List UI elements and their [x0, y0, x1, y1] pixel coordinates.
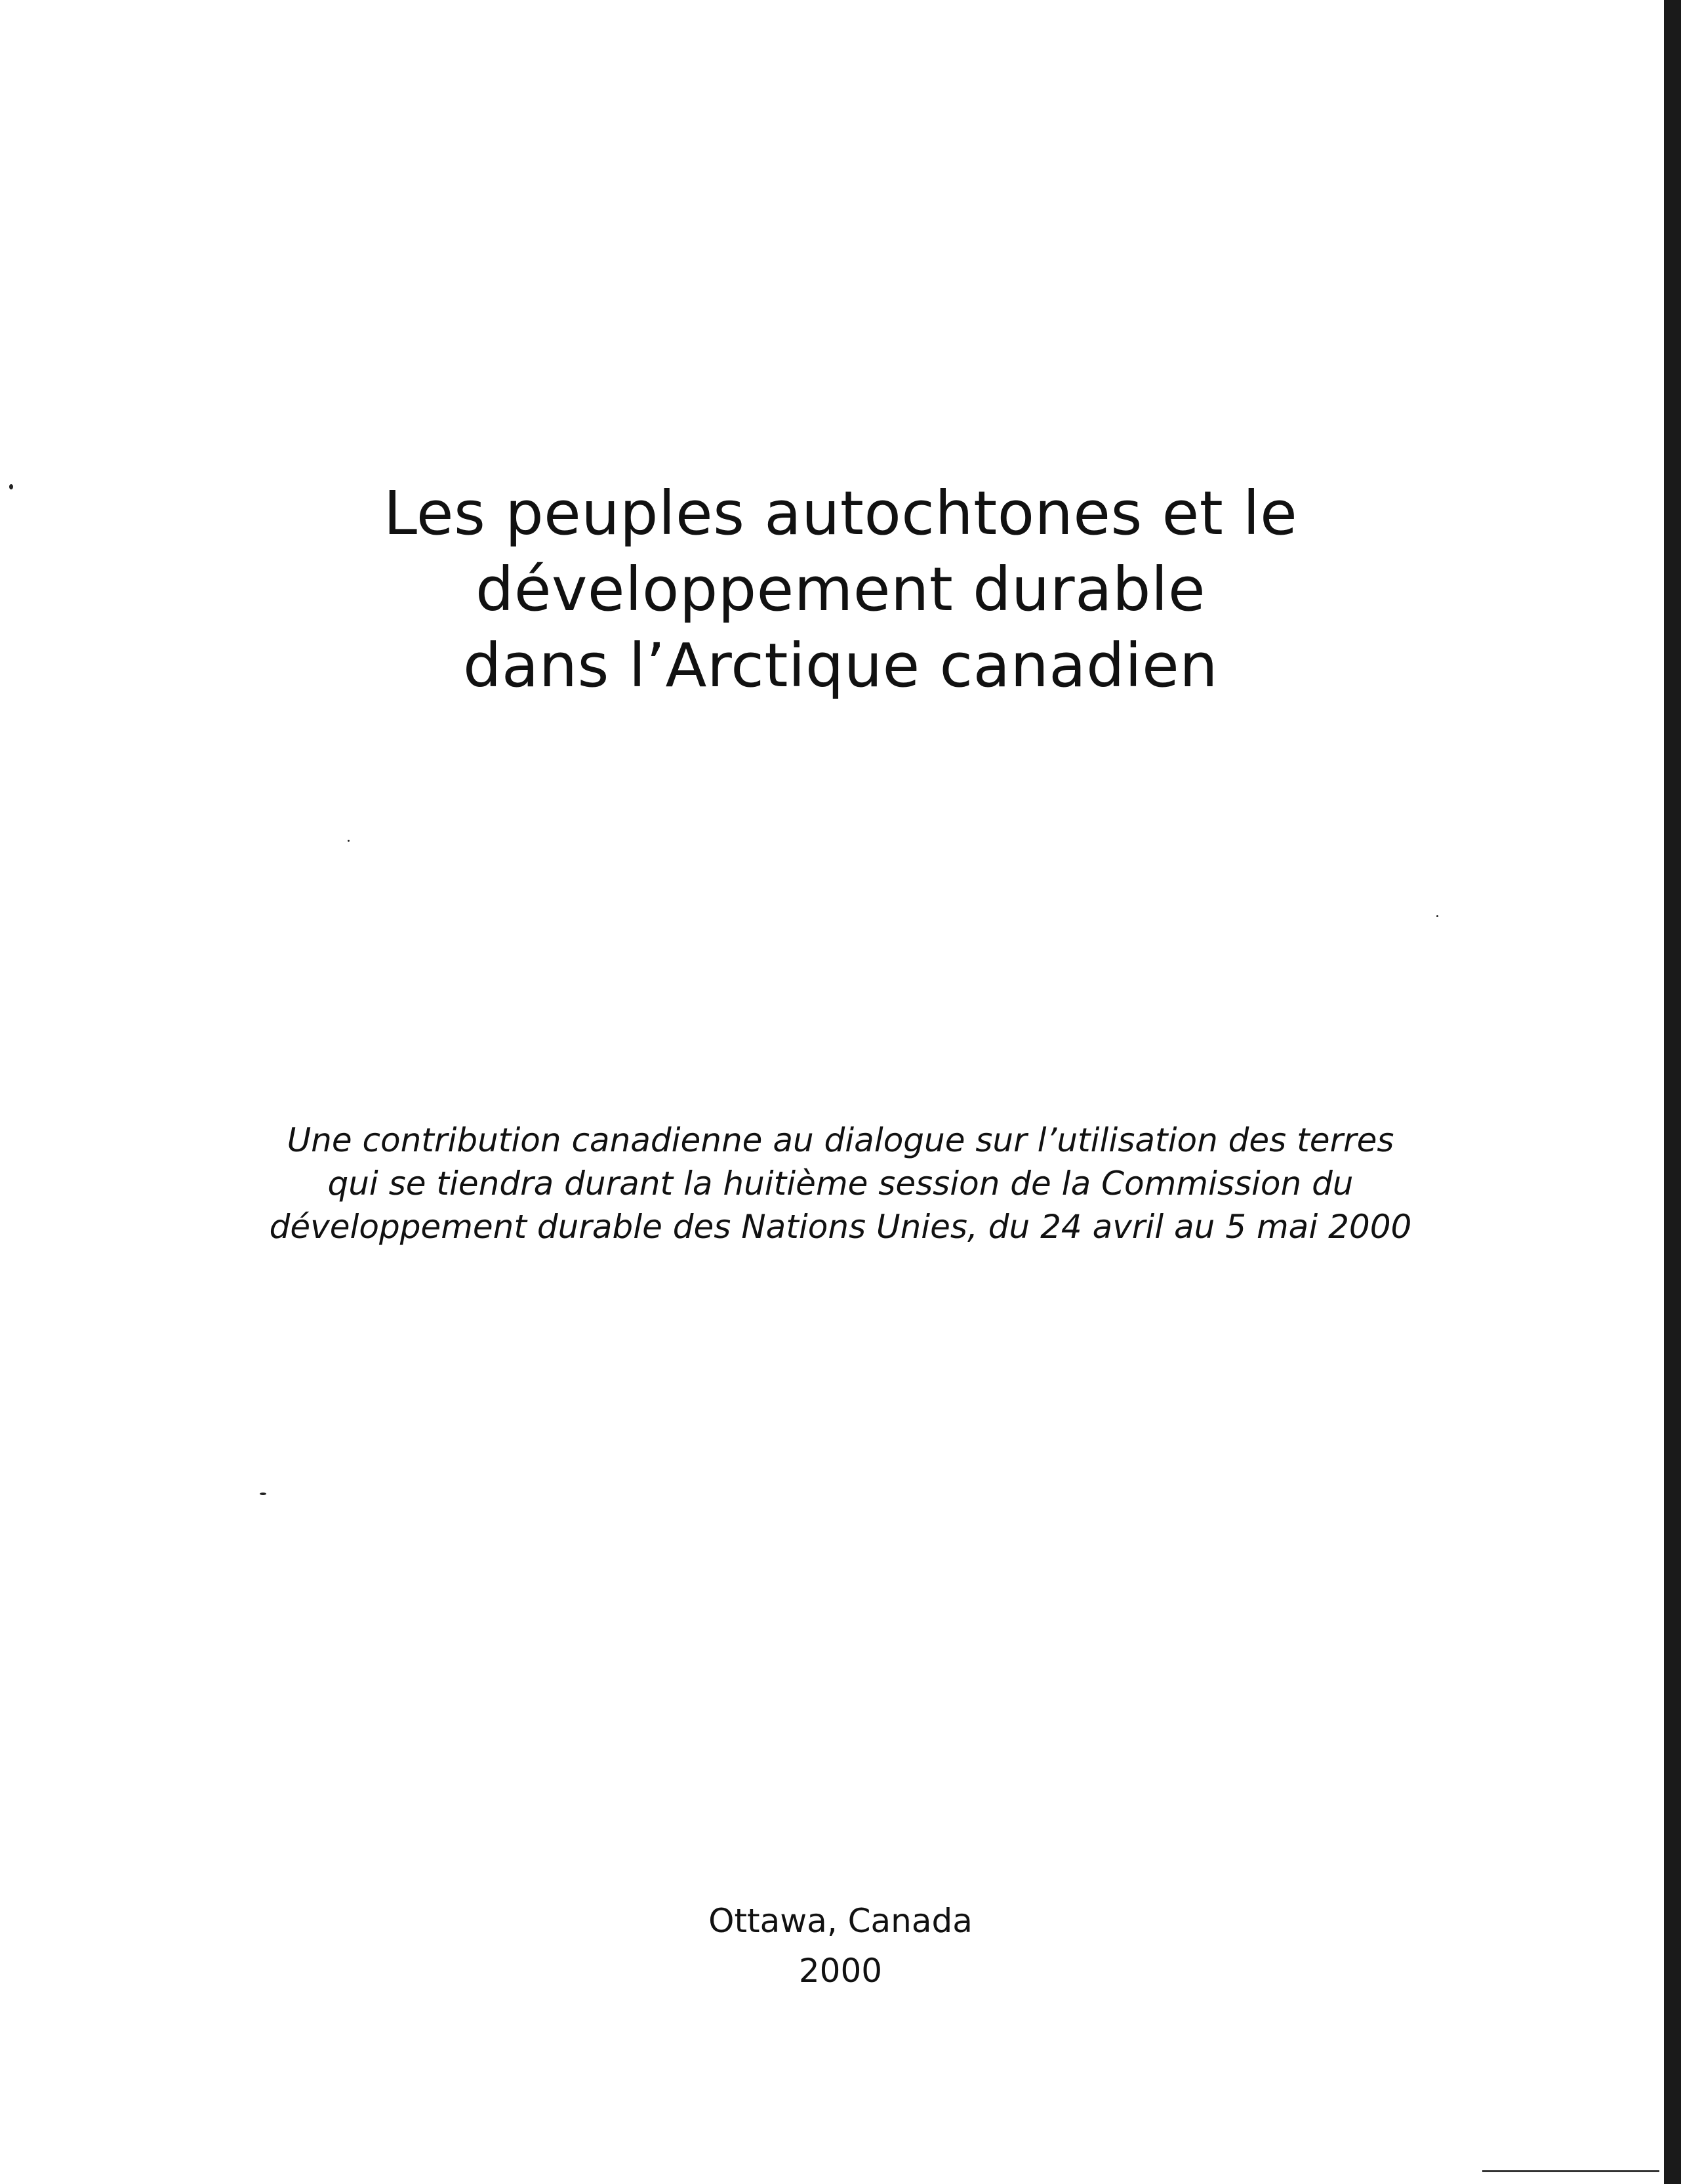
- publication-year: 2000: [798, 1952, 883, 1990]
- document-subtitle: [0, 1119, 1681, 1248]
- scan-speck: [1436, 915, 1438, 917]
- document-title: [0, 476, 1681, 704]
- scan-speck: [9, 484, 13, 489]
- scan-edge-line: [1482, 2170, 1659, 2172]
- title-line: dans l’Arctique canadien: [462, 630, 1219, 701]
- title-line: développement durable: [475, 554, 1206, 625]
- scan-edge: [1664, 0, 1681, 2184]
- subtitle-line: développement durable des Nations Unies, du 24 avril au 5 mai 2000: [269, 1208, 1412, 1246]
- subtitle-line: Une contribution canadienne au dialogue sur l’utilisation des terres: [287, 1121, 1394, 1159]
- publication-place: Ottawa, Canada: [708, 1902, 973, 1940]
- scan-speck: [260, 1493, 266, 1495]
- subtitle-line: qui se tiendra durant la huitième session de la Commission du: [327, 1164, 1354, 1203]
- scan-speck: [348, 840, 350, 842]
- publication-info: [0, 1896, 1681, 1996]
- title-line: Les peuples autochtones et le: [383, 478, 1298, 548]
